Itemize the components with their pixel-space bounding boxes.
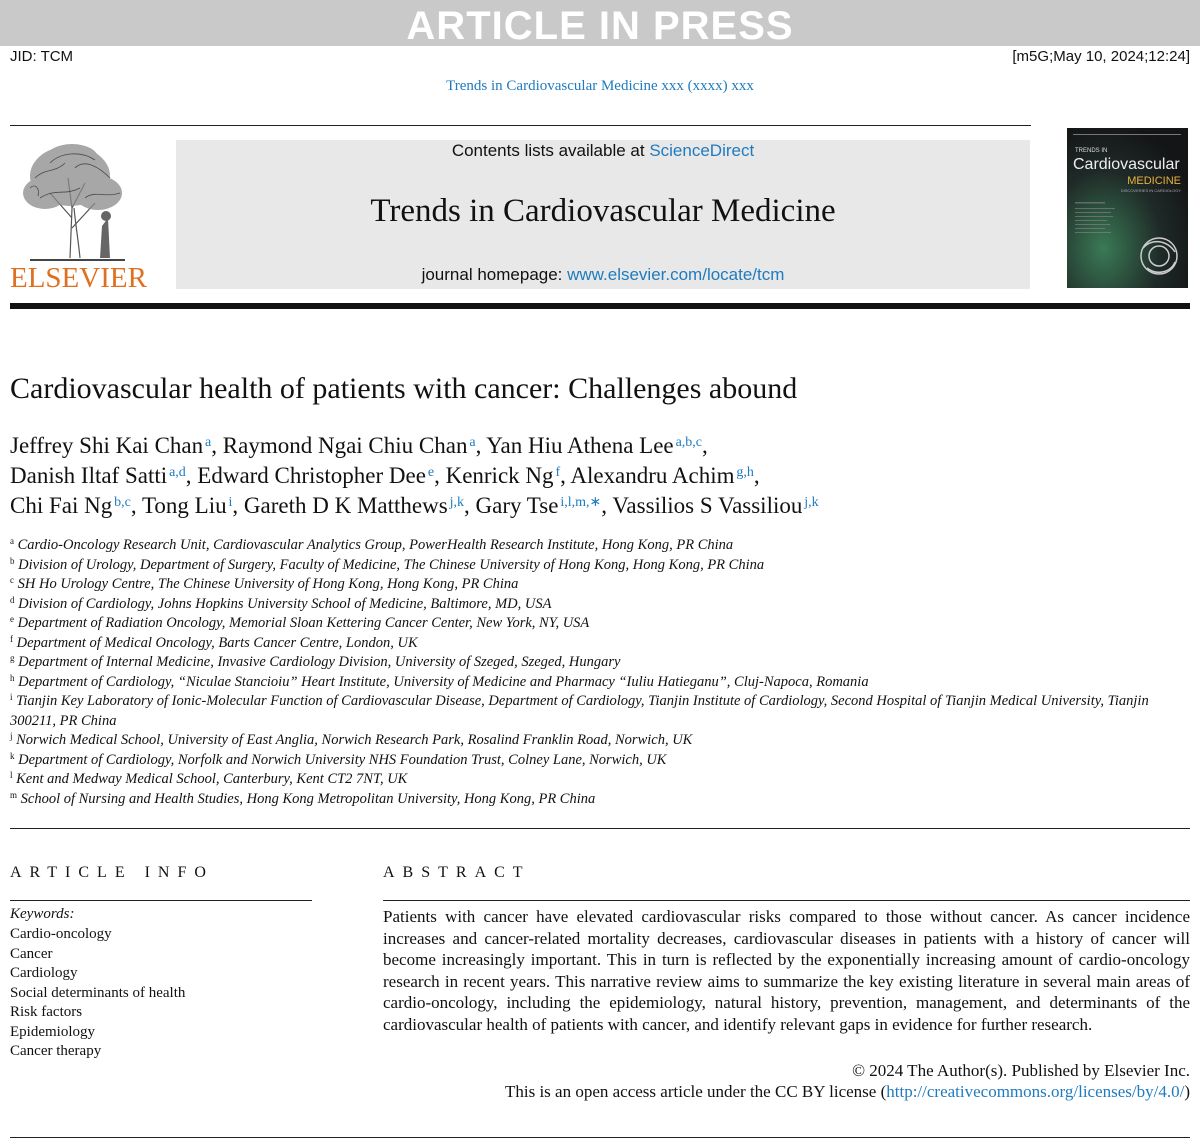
author-name: Chi Fai Ng: [10, 493, 113, 518]
affiliation-label: m: [10, 789, 18, 800]
author-affil-sup[interactable]: i: [228, 495, 233, 510]
copyright-line: © 2024 The Author(s). Published by Elsevier Inc.: [852, 1061, 1190, 1080]
citation-link[interactable]: Trends in Cardiovascular Medicine xxx (xxxx) xxx: [446, 78, 754, 94]
affiliation-label: g: [10, 653, 15, 663]
author-name: Alexandru Achim: [570, 463, 735, 488]
affiliation-text: Department of Cardiology, “Niculae Stancioiu” Heart Institute, University of Medicine and Pharmacy “Iuliu Hatieganu”, Cluj-Napoca, Romania: [18, 673, 869, 690]
affiliation: [10, 692, 1190, 731]
keyword: Cancer: [10, 945, 53, 962]
author[interactable]: [476, 493, 602, 518]
affiliation: [10, 575, 1190, 595]
author-list: [10, 431, 1190, 521]
cover-art: [1067, 128, 1188, 288]
cover-line3: MEDICINE: [1127, 175, 1181, 187]
keyword: Cardiology: [10, 965, 78, 981]
affiliation-label: e: [10, 614, 14, 624]
author-separator: ,: [211, 433, 223, 458]
abstract-heading: ABSTRACT: [383, 864, 531, 881]
author-separator: ,: [560, 463, 571, 488]
author-name: Gareth D K Matthews: [243, 493, 448, 518]
affiliation-text: Tianjin Key Laboratory of Ionic-Molecular Function of Cardiovascular Disease, Department of Cardiology, Tianjin Institute of Cardiology, Second Hospital of Tianjin Medical University, Tianjin 300211, PR China: [10, 693, 1149, 729]
affiliation-label: a: [10, 536, 14, 546]
tree-logo-icon: [10, 138, 145, 263]
author-separator: ,: [753, 463, 760, 488]
affiliation-label: l: [10, 770, 13, 780]
affiliation-text: Cardio-Oncology Research Unit, Cardiovascular Analytics Group, PowerHealth Research Institute, Hong Kong, PR China: [17, 537, 734, 553]
journal-name: Trends in Cardiovascular Medicine: [370, 193, 836, 229]
author[interactable]: [446, 463, 561, 488]
author-separator: ,: [464, 493, 476, 518]
author-affil-sup[interactable]: e: [427, 465, 435, 480]
affiliation-label: j: [10, 731, 13, 741]
keyword: Cancer therapy: [10, 1043, 102, 1059]
affiliation-label: h: [10, 672, 15, 683]
affiliation: [10, 614, 1190, 634]
affiliation: [10, 595, 1190, 615]
author-affil-sup[interactable]: f: [555, 465, 561, 480]
affiliation-text: Division of Cardiology, Johns Hopkins University School of Medicine, Baltimore, MD, USA: [18, 595, 552, 612]
affiliation: [10, 673, 1190, 693]
bottom-rule: [10, 1137, 1190, 1138]
affiliation: [10, 536, 1190, 556]
author-affil-sup[interactable]: a,d: [169, 465, 186, 480]
homepage-link[interactable]: www.elsevier.com/locate/tcm: [567, 265, 785, 284]
masthead-thick-rule: [10, 303, 1190, 309]
author-separator: ,: [702, 433, 708, 458]
affiliation-text: Division of Urology, Department of Surgery, Faculty of Medicine, The Chinese University of Hong Kong, Hong Kong, PR China: [18, 556, 765, 573]
license-prefix: This is an open access article under the CC BY license (: [504, 1082, 887, 1101]
affiliation: [10, 731, 1190, 751]
header-rule: [10, 125, 1031, 126]
article-in-press-text: ARTICLE IN PRESS: [406, 4, 794, 48]
keywords-label: Keywords:: [10, 906, 75, 922]
author-separator: ,: [601, 493, 613, 518]
affiliation: [10, 770, 1190, 790]
author[interactable]: [10, 493, 131, 518]
keyword: Risk factors: [10, 1004, 83, 1020]
build-stamp: [m5G;May 10, 2024;12:24]: [1012, 48, 1190, 65]
cover-line4: DISCOVERIES IN CARDIOLOGY: [1120, 188, 1181, 193]
affiliation-text: School of Nursing and Health Studies, Hong Kong Metropolitan University, Hong Kong, PR China: [20, 790, 596, 807]
journal-cover: [1067, 128, 1188, 288]
author-affil-sup[interactable]: j,k: [804, 495, 819, 510]
author[interactable]: [223, 433, 476, 458]
affiliation-label: k: [10, 750, 15, 761]
author-name: Tong Liu: [141, 493, 227, 518]
author[interactable]: [10, 463, 186, 488]
author-separator: ,: [232, 493, 244, 518]
affiliation-text: Department of Medical Oncology, Barts Cancer Centre, London, UK: [16, 634, 418, 651]
affiliation-text: Department of Cardiology, Norfolk and Norwich University NHS Foundation Trust, Colney Lane, Norwich, UK: [18, 751, 667, 768]
author-name: Edward Christopher Dee: [197, 463, 426, 488]
author-name: Yan Hiu Athena Lee: [486, 433, 674, 458]
keyword: Social determinants of health: [10, 984, 186, 1001]
abstract-text: Patients with cancer have elevated cardiovascular risks compared to those without cancer. As cancer incidence increases and cancer-related mortality decreases, cardiovascular diseases in patients with a history of cancer will become increasingly important. This in turn is reflected by the exponentially increasing amount of cardio-oncology research in recent years. This narrative review aims to summarize the key existing literature in several main areas of cardio-oncology, including the epidemiology, natural history, prevention, management, and determinants of the cardiovascular health of patients with cancer, and identify relevant gaps in evidence for further research.: [383, 907, 1190, 1034]
author-affil-sup[interactable]: b,c: [114, 495, 131, 510]
affiliation-label: d: [10, 594, 15, 605]
keyword: Epidemiology: [10, 1023, 95, 1040]
affiliation-label: c: [10, 575, 14, 585]
article-info-heading: ARTICLE INFO: [10, 864, 214, 881]
sciencedirect-link[interactable]: ScienceDirect: [649, 141, 755, 160]
journal-id: JID: TCM: [10, 48, 74, 65]
contents-line: [176, 141, 1030, 161]
author[interactable]: [10, 433, 211, 458]
contents-prefix: Contents lists available at: [451, 141, 650, 160]
author[interactable]: [142, 493, 232, 518]
author-name: Raymond Ngai Chiu Chan: [222, 433, 468, 458]
affiliation-text: Kent and Medway Medical School, Canterbury, Kent CT2 7NT, UK: [16, 771, 408, 787]
author-separator: ,: [475, 433, 487, 458]
author-affil-sup[interactable]: a: [469, 435, 476, 450]
affiliation-label: b: [10, 555, 15, 566]
license-link[interactable]: http://creativecommons.org/licenses/by/4.0/: [886, 1082, 1185, 1101]
author-affil-sup[interactable]: a,b,c: [675, 435, 702, 450]
affiliation-text: Department of Internal Medicine, Invasive Cardiology Division, University of Szeged, Szeged, Hungary: [18, 654, 621, 670]
article-title: Cardiovascular health of patients with cancer: Challenges abound: [10, 372, 798, 405]
author-name: Kenrick Ng: [445, 463, 554, 488]
author-affil-sup[interactable]: i,l,m,∗: [560, 495, 602, 510]
affiliation: [10, 653, 1190, 673]
affiliation: [10, 751, 1190, 771]
affiliation-rule: [10, 828, 1190, 829]
author-separator: ,: [434, 463, 446, 488]
keyword-list: [10, 925, 185, 1062]
author-affil-sup[interactable]: a: [205, 435, 212, 450]
affiliation-text: Department of Radiation Oncology, Memorial Sloan Kettering Cancer Center, New York, NY, USA: [17, 615, 590, 631]
affiliation-text: Norwich Medical School, University of East Anglia, Norwich Research Park, Rosalind Franklin Road, Norwich, UK: [16, 732, 693, 748]
author[interactable]: [612, 493, 818, 518]
homepage-line: [176, 265, 1030, 285]
cover-line1: TRENDS IN: [1075, 148, 1108, 154]
author-affil-sup[interactable]: g,h: [736, 465, 754, 480]
affiliation-text: SH Ho Urology Centre, The Chinese University of Hong Kong, Hong Kong, PR China: [17, 576, 519, 592]
keyword: Cardio-oncology: [10, 926, 112, 942]
author[interactable]: [244, 493, 464, 518]
author-name: Vassilios S Vassiliou: [612, 493, 803, 518]
affiliation: [10, 634, 1190, 654]
affiliation-list: [10, 536, 1190, 809]
affiliation: [10, 556, 1190, 576]
license-line: [505, 1082, 1190, 1102]
author-affil-sup[interactable]: j,k: [449, 495, 464, 510]
author[interactable]: [570, 463, 754, 488]
author-name: Danish Iltaf Satti: [10, 463, 168, 488]
affiliation-label: f: [10, 633, 13, 644]
author-separator: ,: [130, 493, 142, 518]
affiliation: [10, 790, 1190, 810]
license-suffix: ): [1184, 1082, 1190, 1101]
author-name: Jeffrey Shi Kai Chan: [10, 433, 204, 458]
elsevier-wordmark: ELSEVIER: [10, 262, 147, 294]
affiliation-label: i: [10, 692, 13, 702]
cover-line2: Cardiovascular: [1073, 156, 1180, 173]
author[interactable]: [197, 463, 434, 488]
author-separator: ,: [185, 463, 198, 488]
article-info-rule: [10, 900, 312, 901]
abstract-rule: [383, 900, 1190, 901]
author-name: Gary Tse: [475, 493, 559, 518]
author[interactable]: [486, 433, 702, 458]
homepage-prefix: journal homepage:: [421, 265, 568, 284]
